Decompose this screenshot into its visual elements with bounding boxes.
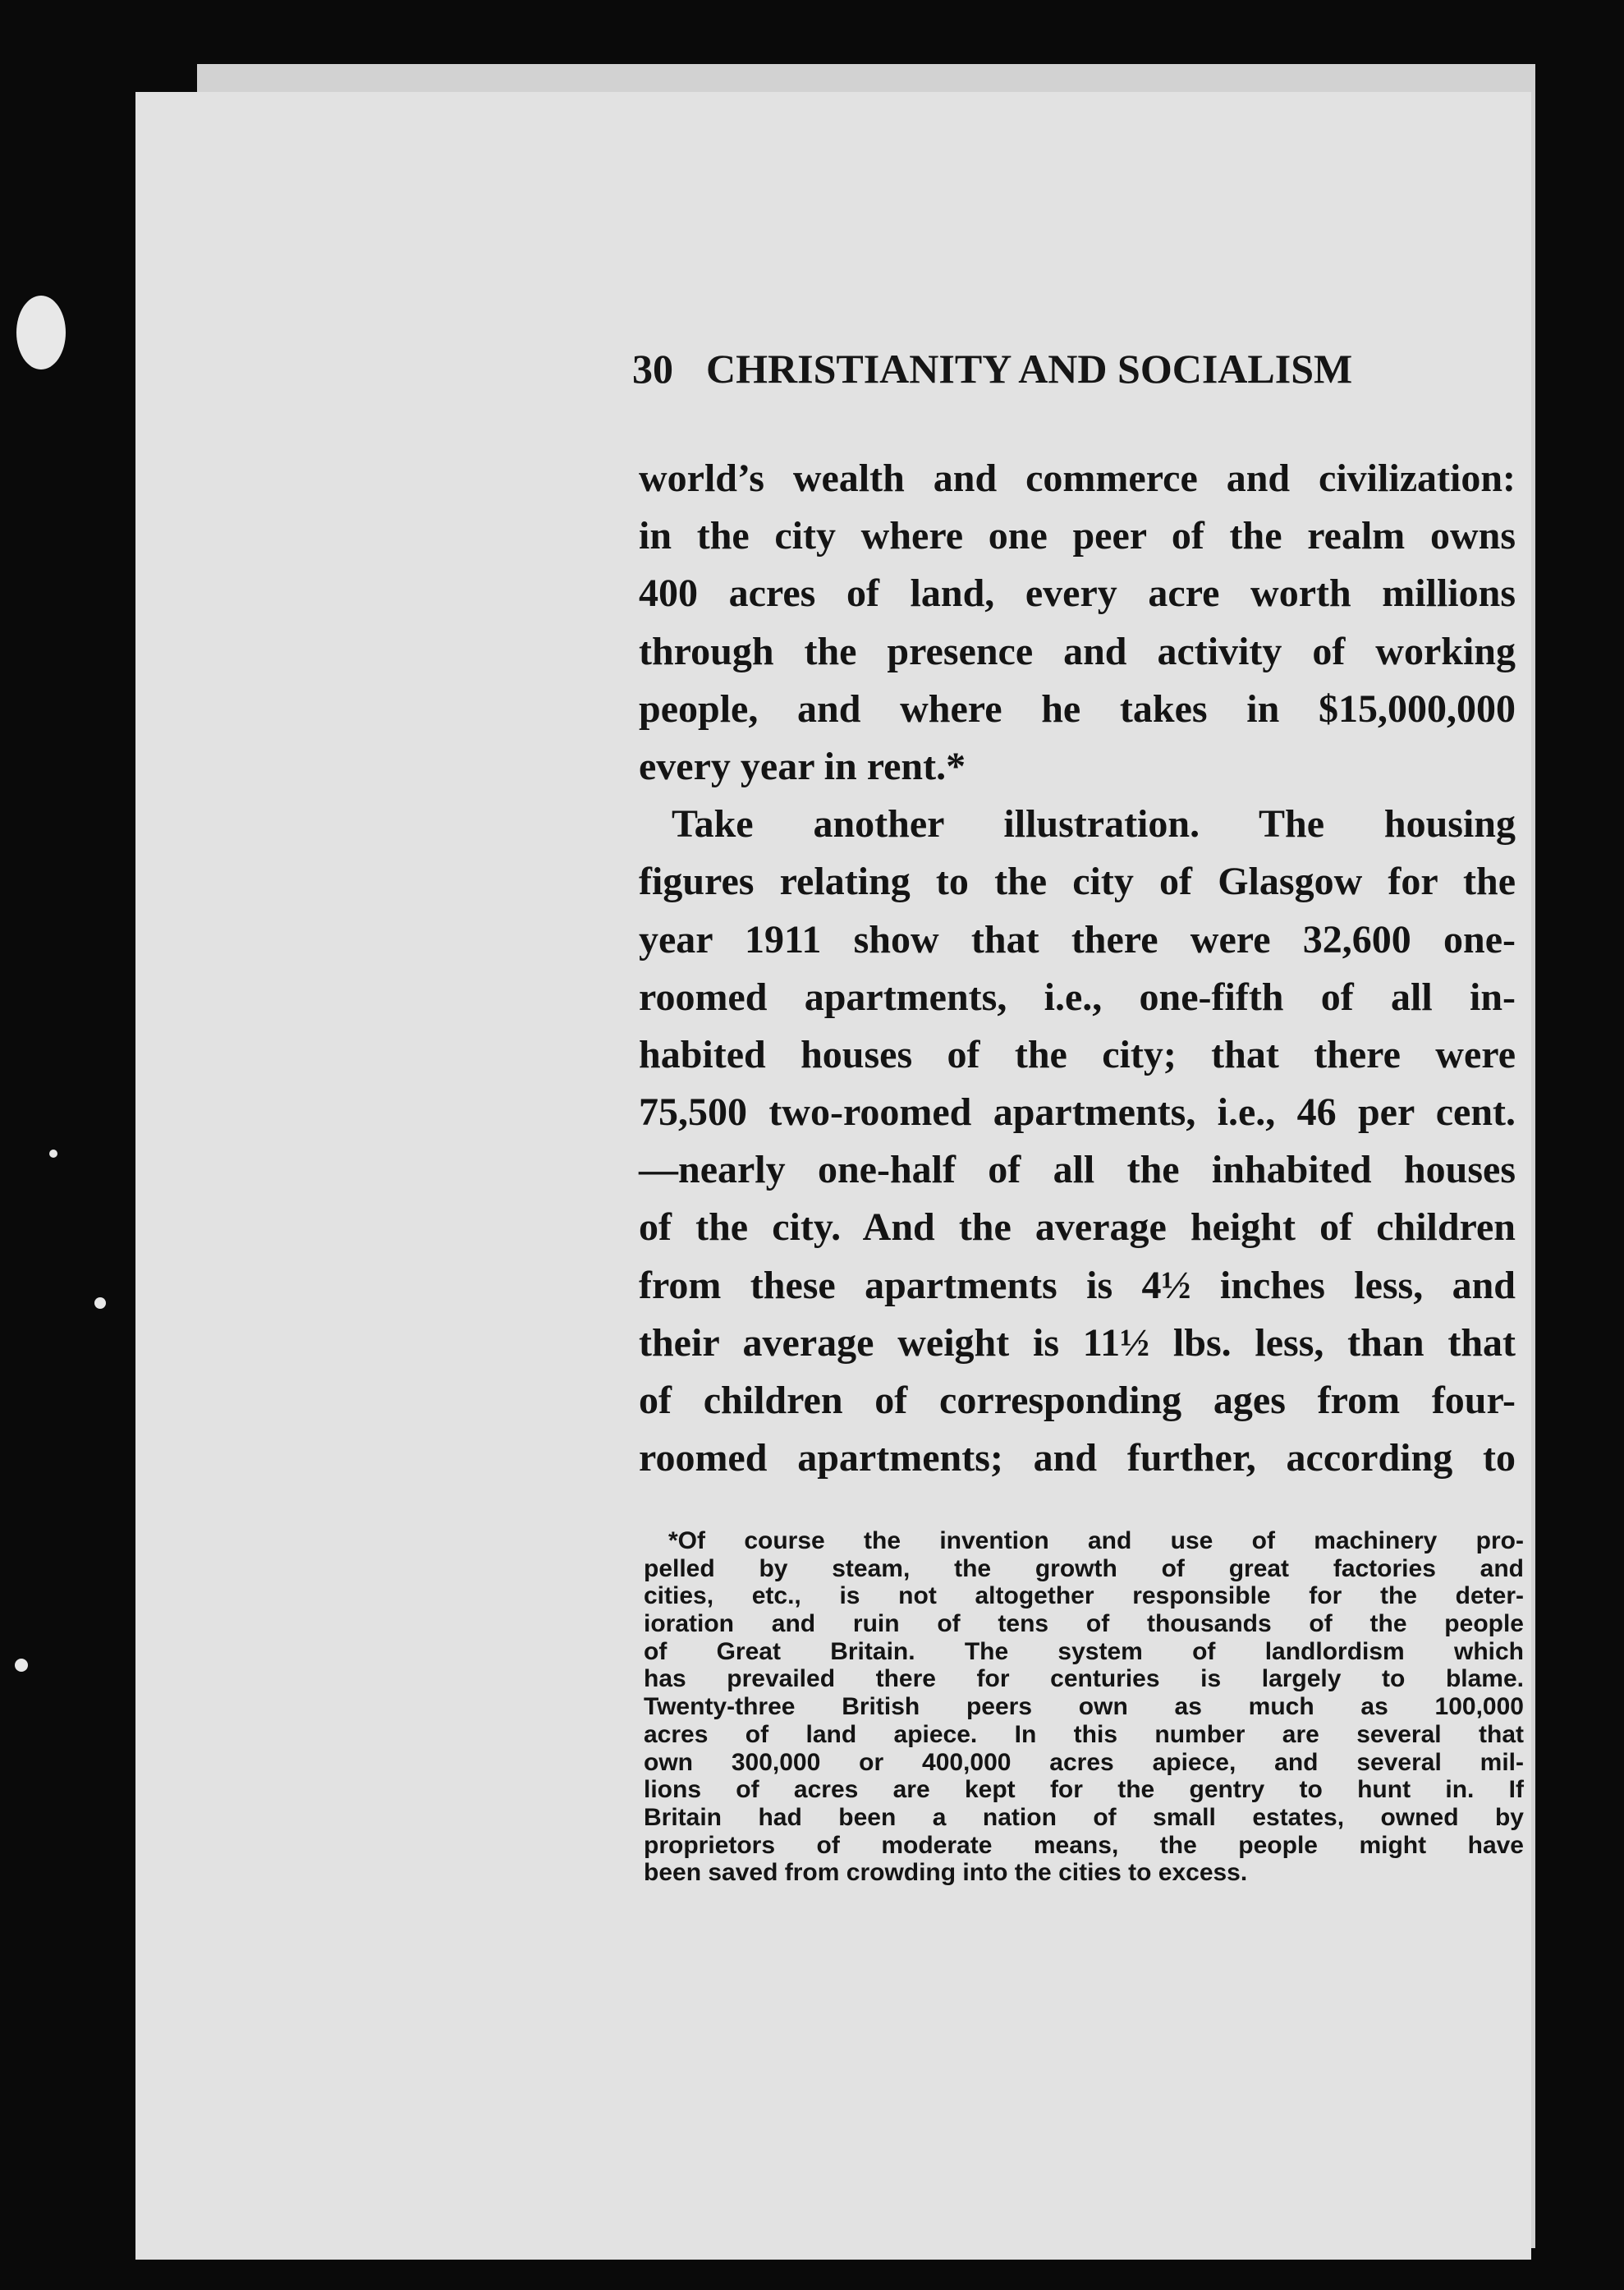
body-line: —nearly one-half of all the inhabited houses [639,1148,1516,1192]
body-line: through the presence and activity of working [639,629,1516,673]
running-head [632,345,1519,392]
footnote-line: pelled by steam, the growth of great factories and [644,1554,1524,1582]
body-line: their average weight is 11½ lbs. less, than that [639,1320,1516,1365]
footnote-line: ioration and ruin of tens of thousands of the people [644,1610,1524,1638]
body-line: world’s wealth and commerce and civilization: [639,457,1516,500]
body-line: people, and where he takes in $15,000,000 [639,686,1516,731]
body-line: every year in rent.* [639,744,966,788]
scan-speck [94,1297,106,1309]
footnote-line: lions of acres are kept for the gentry to hunt in. If [644,1776,1524,1804]
body-line: in the city where one peer of the realm owns [639,514,1516,558]
footnote-line: cities, etc., is not altogether responsible for the deter- [644,1582,1524,1610]
body-line: habited houses of the city; that there were [639,1032,1516,1076]
body-text [639,450,1516,1487]
footnote-line: proprietors of moderate means, the people might have [644,1831,1524,1859]
footnote-line: Twenty-three British peers own as much as 100,000 [644,1693,1524,1721]
footnote-line: acres of land apiece. In this number are several that [644,1720,1524,1748]
footnote-line: own 300,000 or 400,000 acres apiece, and several mil- [644,1748,1524,1776]
body-line: figures relating to the city of Glasgow for the [639,860,1516,904]
body-line: of the city. And the average height of children [639,1205,1516,1250]
scan-speck [15,1659,28,1672]
body-line: 75,500 two-roomed apartments, i.e., 46 per cent. [639,1090,1516,1135]
body-line: of children of corresponding ages from four- [639,1379,1516,1422]
footnote-line: has prevailed there for centuries is largely to blame. [644,1665,1524,1693]
running-title: CHRISTIANITY AND SOCIALISM [706,346,1353,392]
page-number: 30 [632,346,673,392]
body-line: year 1911 show that there were 32,600 one- [639,917,1516,961]
footnote-line: been saved from crowding into the cities to excess. [644,1859,1248,1887]
body-line: 400 acres of land, every acre worth millions [639,571,1516,616]
footnote [644,1527,1524,1887]
scan-speck [49,1150,57,1158]
body-line: roomed apartments; and further, according to [639,1436,1516,1480]
scan-speck [16,296,66,369]
footnote-line: of Great Britain. The system of landlordism which [644,1637,1524,1665]
body-line: roomed apartments, i.e., one-fifth of all in- [639,975,1516,1019]
body-line: from these apartments is 4½ inches less, and [639,1263,1516,1307]
footnote-line: Britain had been a nation of small estates, owned by [644,1803,1524,1831]
body-line: Take another illustration. The housing [672,802,1516,847]
footnote-line: *Of course the invention and use of machinery pro- [668,1527,1524,1554]
